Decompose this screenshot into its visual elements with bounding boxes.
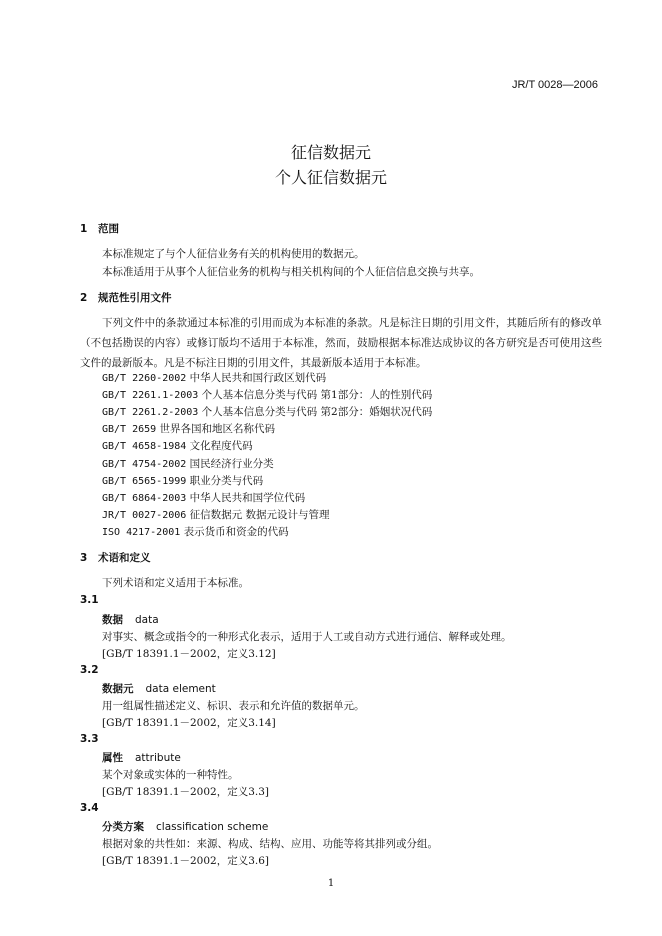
term-source: [GB/T 18391.1－2002，定义3.14] xyxy=(102,717,276,729)
section-heading-terms: 3 术语和定义 xyxy=(80,552,151,564)
reference-item: GB/T 6864-2003 中华人民共和国学位代码 xyxy=(102,492,306,504)
section-heading-normative-references: 2 规范性引用文件 xyxy=(80,292,172,304)
term-definition: 根据对象的共性如：来源、构成、结构、应用、功能等将其排列或分组。 xyxy=(102,838,438,850)
reference-item: GB/T 2261.1-2003 个人基本信息分类与代码 第1部分：人的性别代码 xyxy=(102,389,433,401)
term-number: 3.1 xyxy=(80,594,99,606)
reference-item: GB/T 4754-2002 国民经济行业分类 xyxy=(102,458,274,470)
term-number: 3.2 xyxy=(80,664,99,676)
terms-intro: 下列术语和定义适用于本标准。 xyxy=(102,577,249,589)
term-name: 属性 attribute xyxy=(102,752,181,764)
document-title: 征信数据元 xyxy=(290,143,371,162)
term-source: [GB/T 18391.1－2002，定义3.6] xyxy=(102,855,270,867)
term-definition: 用一组属性描述定义、标识、表示和允许值的数据单元。 xyxy=(102,700,365,712)
page-number: 1 xyxy=(327,878,335,889)
section-heading-scope: 1 范围 xyxy=(80,223,119,235)
reference-item: GB/T 2261.2-2003 个人基本信息分类与代码 第2部分：婚姻状况代码 xyxy=(102,406,433,418)
references-intro: 下列文件中的条款通过本标准的引用而成为本标准的条款。凡是标注日期的引用文件，其随后所有的修改单（不包括勘误的内容）或修订版均不适用于本标准，然而，鼓励根据本标准达成协议的各方研究是否可使用这些文件的最新版本。凡是不标注日期的引用文件，其最新版本适用于本标准。 xyxy=(80,317,602,369)
term-definition: 对事实、概念或指令的一种形式化表示，适用于人工或自动方式进行通信、解释或处理。 xyxy=(102,631,512,643)
term-definition: 某个对象或实体的一种特性。 xyxy=(102,769,239,781)
standard-code: JR/T 0028—2006 xyxy=(511,79,598,91)
term-number: 3.4 xyxy=(80,802,99,814)
reference-item: GB/T 2260-2002 中华人民共和国行政区划代码 xyxy=(102,372,327,384)
term-number: 3.3 xyxy=(80,733,99,745)
term-source: [GB/T 18391.1－2002，定义3.12] xyxy=(102,648,276,660)
reference-item: GB/T 4658-1984 文化程度代码 xyxy=(102,440,253,452)
document-subtitle: 个人征信数据元 xyxy=(274,168,387,187)
paragraph: 本标准适用于从事个人征信业务的机构与相关机构间的个人征信信息交换与共享。 xyxy=(102,266,480,278)
paragraph: 本标准规定了与个人征信业务有关的机构使用的数据元。 xyxy=(102,248,365,260)
reference-item: GB/T 6565-1999 职业分类与代码 xyxy=(102,475,264,487)
term-name: 数据 data xyxy=(102,614,159,626)
reference-item: ISO 4217-2001 表示货币和资金的代码 xyxy=(102,526,289,538)
term-name: 数据元 data element xyxy=(102,683,216,695)
term-name: 分类方案 classification scheme xyxy=(102,821,269,833)
reference-item: JR/T 0027-2006 征信数据元 数据元设计与管理 xyxy=(102,509,330,521)
term-source: [GB/T 18391.1－2002，定义3.3] xyxy=(102,786,270,798)
reference-item: GB/T 2659 世界各国和地区名称代码 xyxy=(102,423,276,435)
